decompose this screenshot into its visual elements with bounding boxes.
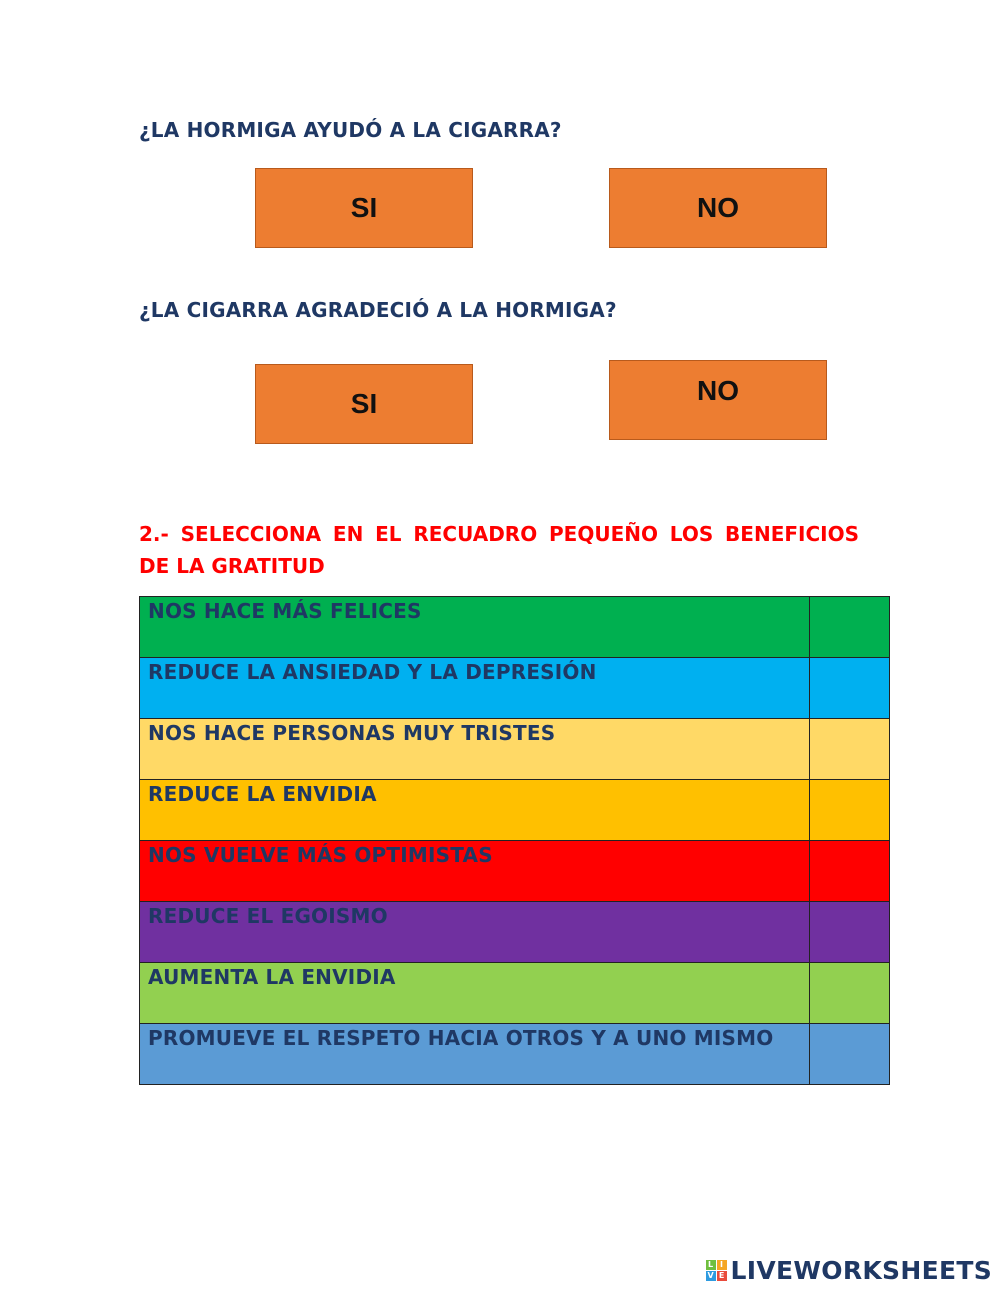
liveworksheets-logo-text: LIVEWORKSHEETS xyxy=(730,1256,992,1285)
benefit-row xyxy=(140,780,890,841)
benefit-checkbox[interactable] xyxy=(810,841,890,902)
benefit-label: REDUCE EL EGOISMO xyxy=(140,902,810,963)
instruction-text: 2.- SELECCIONA EN EL RECUADRO PEQUEÑO LOS BENEFICIOS DE LA GRATITUD xyxy=(139,522,859,578)
benefit-checkbox[interactable] xyxy=(810,658,890,719)
benefit-label: AUMENTA LA ENVIDIA xyxy=(140,963,810,1024)
benefit-label: NOS VUELVE MÁS OPTIMISTAS xyxy=(140,841,810,902)
question-2-no-button[interactable]: NO xyxy=(609,360,827,440)
benefit-row xyxy=(140,658,890,719)
benefit-label: NOS HACE PERSONAS MUY TRISTES xyxy=(140,719,810,780)
benefit-checkbox[interactable] xyxy=(810,1024,890,1085)
benefit-label: REDUCE LA ENVIDIA xyxy=(140,780,810,841)
question-2-text: ¿LA CIGARRA AGRADECIÓ A LA HORMIGA? xyxy=(139,298,617,322)
benefit-row xyxy=(140,719,890,780)
benefit-label: PROMUEVE EL RESPETO HACIA OTROS Y A UNO MISMO xyxy=(140,1024,810,1085)
question-1-si-button[interactable]: SI xyxy=(255,168,473,248)
question-1-no-button[interactable]: NO xyxy=(609,168,827,248)
benefit-row xyxy=(140,1024,890,1085)
logo-mark-letter: I xyxy=(717,1260,727,1270)
liveworksheets-logo xyxy=(706,1256,992,1285)
benefit-checkbox[interactable] xyxy=(810,597,890,658)
question-1-text: ¿LA HORMIGA AYUDÓ A LA CIGARRA? xyxy=(139,118,562,142)
benefit-checkbox[interactable] xyxy=(810,719,890,780)
benefit-label: REDUCE LA ANSIEDAD Y LA DEPRESIÓN xyxy=(140,658,810,719)
question-2-si-button[interactable]: SI xyxy=(255,364,473,444)
benefit-row xyxy=(140,597,890,658)
benefit-checkbox[interactable] xyxy=(810,963,890,1024)
logo-mark-letter: V xyxy=(707,1271,714,1280)
benefit-row xyxy=(140,841,890,902)
logo-mark-letter: E xyxy=(717,1271,727,1281)
benefits-table xyxy=(139,596,890,1085)
benefit-checkbox[interactable] xyxy=(810,902,890,963)
benefit-row xyxy=(140,902,890,963)
logo-mark-letter: L xyxy=(706,1260,716,1270)
liveworksheets-logo-icon xyxy=(706,1260,727,1281)
benefit-label: NOS HACE MÁS FELICES xyxy=(140,597,810,658)
benefit-row xyxy=(140,963,890,1024)
benefit-checkbox[interactable] xyxy=(810,780,890,841)
